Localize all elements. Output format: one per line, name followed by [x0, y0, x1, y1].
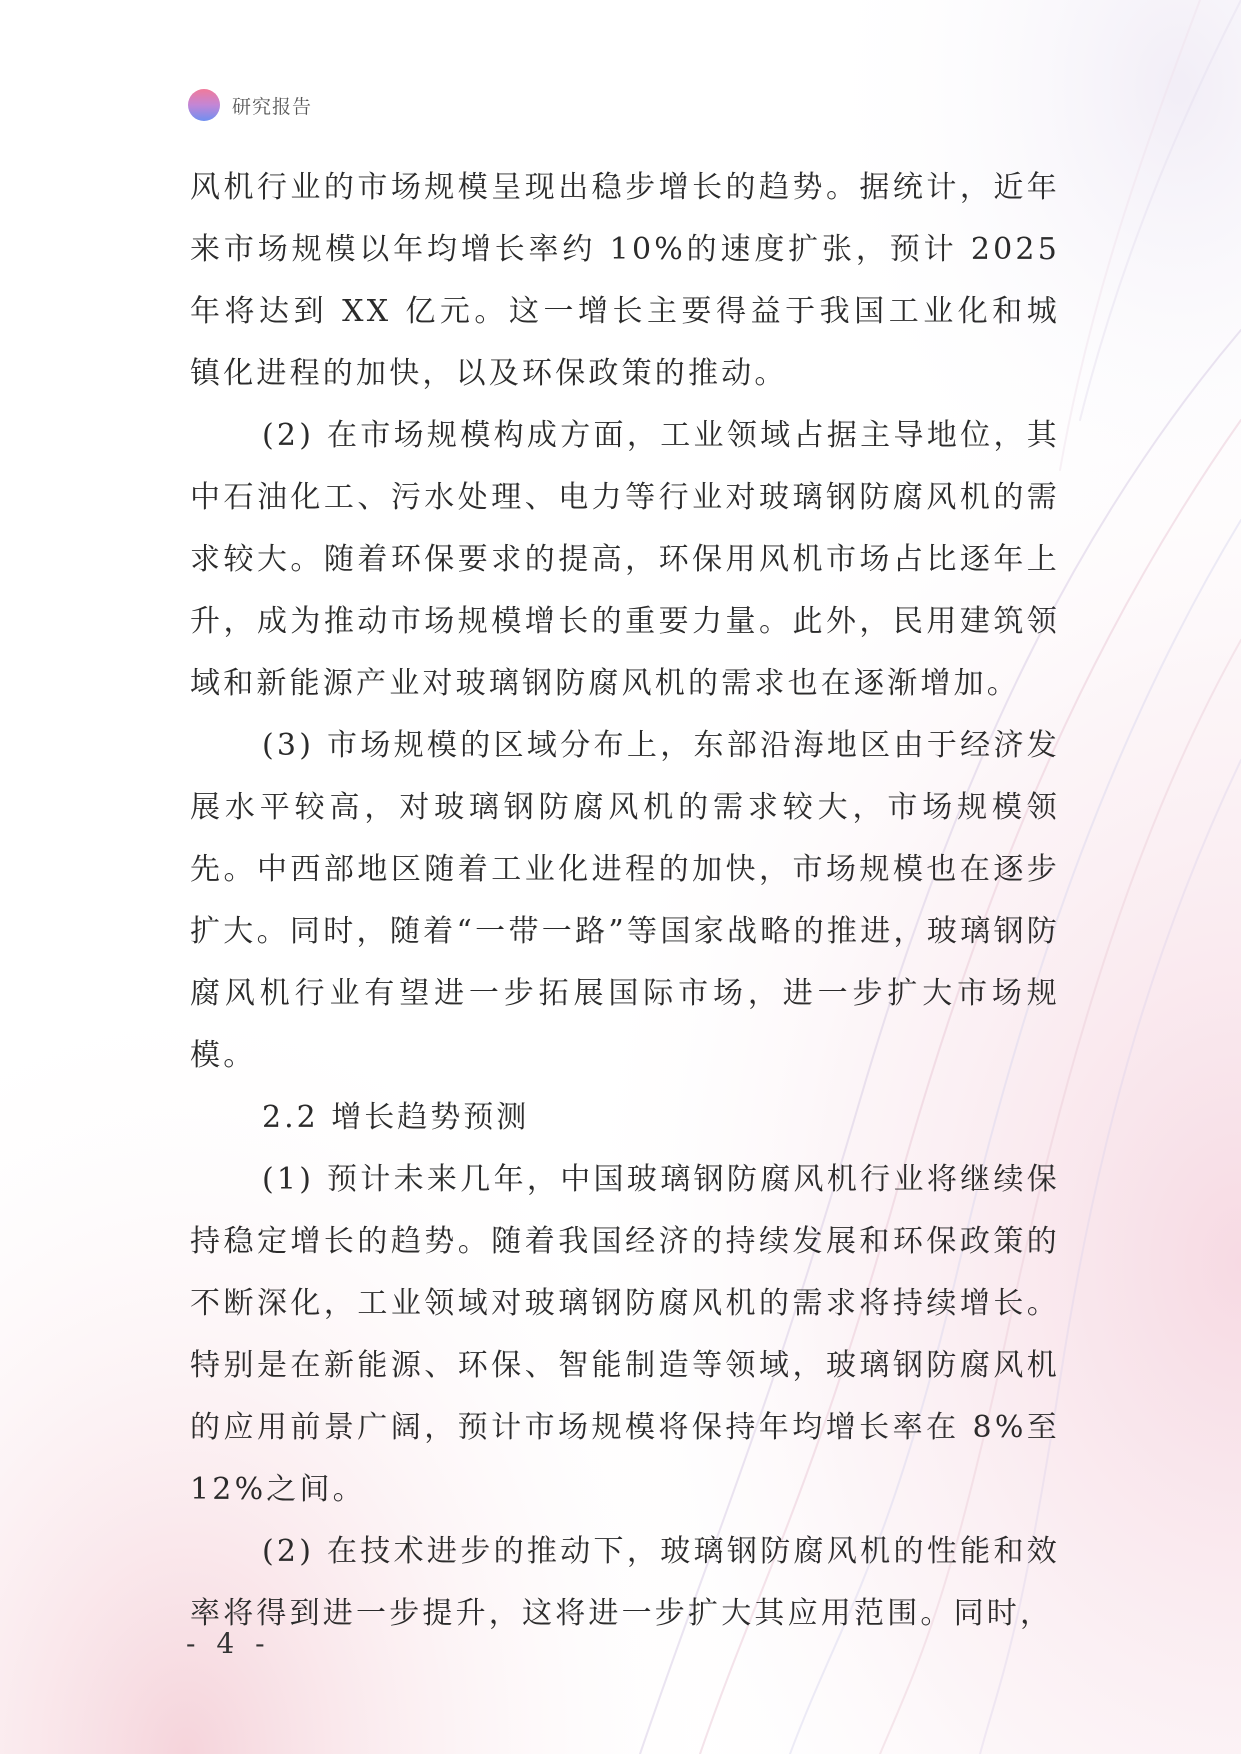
paragraph-regional-distribution: (3) 市场规模的区域分布上，东部沿海地区由于经济发展水平较高，对玻璃钢防腐风机的需求较大，市场规模领先。中西部地区随着工业化进程的加快，市场规模也在逐步扩大。同时，随着“一带一路”等国家战略的推进，玻璃钢防腐风机行业有望进一步拓展国际市场，进一步扩大市场规模。 [190, 728, 1060, 1073]
section-heading: 2.2 增长趋势预测 [262, 1100, 530, 1135]
page-number: - 4 - [186, 1627, 271, 1660]
paragraph-market-growth: 风机行业的市场规模呈现出稳步增长的趋势。据统计，近年来市场规模以年均增长率约 10%的速度扩张，预计 2025 年将达到 XX 亿元。这一增长主要得益于我国工业化和城镇化进程的加快，以及环保政策的推动。 [190, 170, 1060, 391]
paragraph-technology-progress: (2) 在技术进步的推动下，玻璃钢防腐风机的性能和效率将得到进一步提升，这将进一步扩大其应用范围。同时， [190, 1534, 1060, 1631]
report-header [188, 88, 312, 122]
report-label: 研究报告 [232, 95, 313, 118]
paragraph-market-composition: (2) 在市场规模构成方面，工业领域占据主导地位，其中石油化工、污水处理、电力等行业对玻璃钢防腐风机的需求较大。随着环保要求的提高，环保用风机市场占比逐年上升，成为推动市场规模增长的重要力量。此外，民用建筑领域和新能源产业对玻璃钢防腐风机的需求也在逐渐增加。 [190, 418, 1060, 701]
document-body [190, 157, 1060, 1645]
logo-icon [188, 89, 220, 121]
paragraph-growth-forecast: (1) 预计未来几年，中国玻璃钢防腐风机行业将继续保持稳定增长的趋势。随着我国经济的持续发展和环保政策的不断深化，工业领域对玻璃钢防腐风机的需求将持续增长。特别是在新能源、环保、智能制造等领域，玻璃钢防腐风机的应用前景广阔，预计市场规模将保持年均增长率在 8%至 12%之间。 [190, 1162, 1060, 1507]
